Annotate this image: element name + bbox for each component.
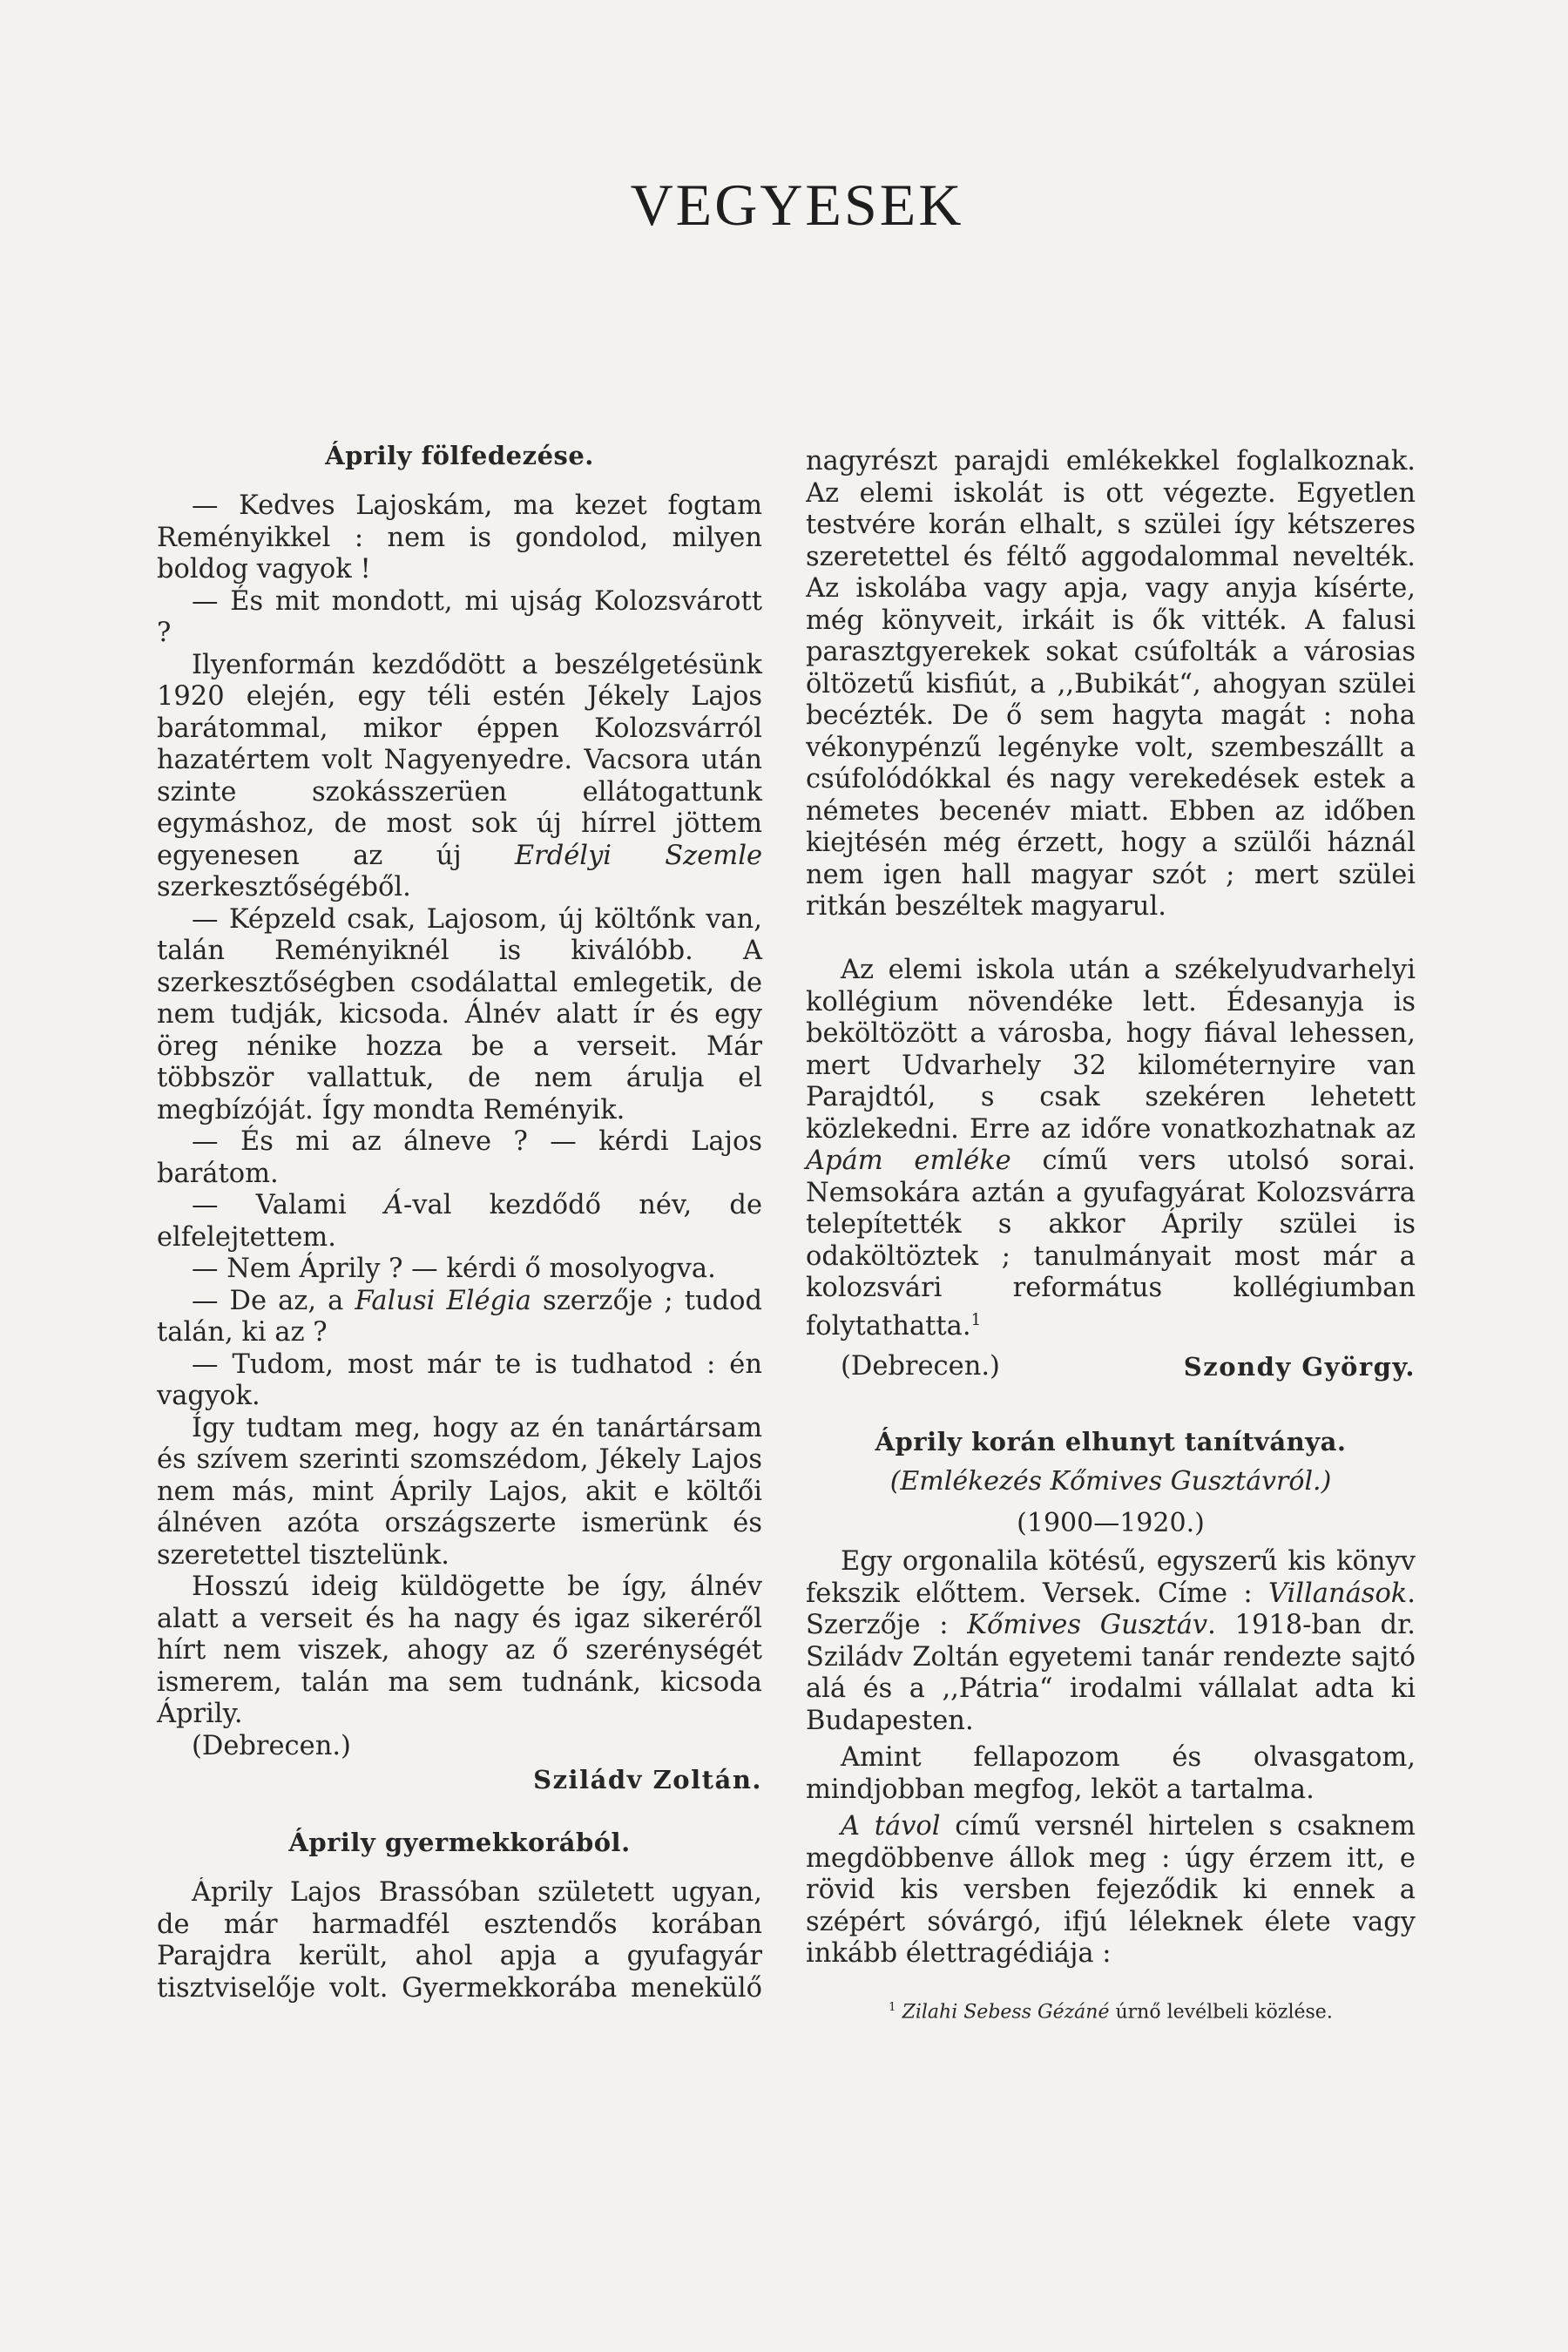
paragraph: Az elemi iskola után a székelyudvarhelyi kollégium növendéke lett. Édesanyja is beköltözött a városba, hogy fiával lehessen, mert Udvarhely 32 kilométernyire van Parajdtól, s csak szekéren lehetett közlekedni. Erre az időre vonatkozhatnak az Apám emléke című vers utolsó sorai. Nemsokára aztán a gyufagyárat Kolozsvárra telepítették s akkor Áprily szülei is odaköltöztek ; tanulmányait most már a kolozsvári református kollégiumban folytathatta.$^1$ xyxy=(806,955,1416,1342)
signature-line xyxy=(806,1349,1416,1384)
paragraph: — És mi az álneve ? — kérdi Lajos barátom. xyxy=(157,1126,762,1189)
section-title-fofedezese: Áprily fölfedezése. xyxy=(325,441,594,470)
paragraph: Amint fellapozom és olvasgatom, mindjobban megfog, leköt a tartalma. xyxy=(806,1742,1416,1805)
paragraph-continuation: nagyrészt parajdi emlékekkel foglalkoznak. Az elemi iskolát is ott végezte. Egyetlen testvére korán elhalt, s szülei így kétszeres szeretettel és féltő aggodalommal nevelték. Az iskolába vagy apja, vagy anyja kísérte, még könyveit, irkáit is ők vitték. A falusi parasztgyerekek sokat csúfolták a városias öltözetű kisfiút, a ,,Bubikát“, ahogyan szülei becézték. De ő sem hagyta magát : noha vékonypénzű legényke volt, szembeszállt a csúfolódókkal és nagy verekedések estek a németes becenév miatt. Ebben az időben kiejtésén még érzett, hogy a szülői háznál nem igen hall magyar szót ; mert szülei ritkán beszéltek magyarul. xyxy=(806,446,1416,922)
footnote: $^1$ Zilahi Sebess Gézáné úrnő levélbeli közlése. xyxy=(889,2000,1333,2023)
paragraph: — Valami Á-val kezdődő név, de elfelejtettem. xyxy=(157,1190,762,1253)
paragraph: — Nem Áprily ? — kérdi ő mosolyogva. xyxy=(192,1254,716,1284)
right-column xyxy=(806,446,1416,2025)
paragraph: — De az, a Falusi Elégia szerzője ; tudod talán, ki az ? xyxy=(157,1285,763,1348)
author-signature: Szondy György. xyxy=(1183,1352,1416,1382)
paragraph: Áprily Lajos Brassóban született ugyan, de már harmadfél esztendős korában Parajdra került, ahol apja a gyufagyár tisztviselője volt. Gyermekkorába menekülő xyxy=(157,1877,762,2003)
page-title: VEGYESEK xyxy=(630,171,964,238)
left-column xyxy=(157,440,762,2003)
place-note: (Debrecen.) xyxy=(841,1351,1000,1382)
footnote-reference: 1 xyxy=(970,1310,982,1329)
section-subtitle: (Emlékezés Kőmives Gusztávról.) xyxy=(889,1466,1332,1497)
paragraph: — Tudom, most már te is tudhatod : én vagyok. xyxy=(157,1348,762,1411)
footnote-mark: 1 xyxy=(889,2000,896,2014)
place-note: (Debrecen.) xyxy=(192,1730,351,1761)
paragraph: A távol című versnél hirtelen s csaknem megdöbbenve állok meg : úgy érzem itt, e rövid kis versben fejeződik ki ennek a szépért sóvárgó, ifjú léleknek élete vagy inkább élettragédiája : xyxy=(806,1811,1416,1970)
paragraph: — Kedves Lajoskám, ma kezet fogtam Reményikkel : nem is gondolod, milyen boldog vagyok ! xyxy=(157,490,762,585)
section-title-gyermekkorabol: Áprily gyermekkorából. xyxy=(288,1828,631,1857)
section-years: (1900—1920.) xyxy=(1017,1508,1205,1539)
section-title-tanitvanya: Áprily korán elhunyt tanítványa. xyxy=(875,1427,1347,1457)
paragraph: Ilyenformán kezdődött a beszélgetésünk 1920 elején, egy téli estén Jékely Lajos barátommal, mikor éppen Kolozsvárról hazatértem volt Nagyenyedre. Vacsora után szinte szokásszerüen ellátogattunk egymáshoz, de most sok új hírrel jöttem egyenesen az új Erdélyi Szemle szerkesztőségéből. xyxy=(157,649,762,902)
paragraph: Hosszú ideig küldögette be így, álnév alatt a verseit és ha nagy és igaz sikeréről hírt nem viszek, ahogy az ő szerénységét ismerem, talán ma sem tudnánk, kicsoda Áprily. xyxy=(157,1571,762,1729)
paragraph: — És mit mondott, mi ujság Kolozsvárott ? xyxy=(157,585,762,648)
author-signature: Sziládv Zoltán. xyxy=(533,1765,762,1794)
paragraph: Egy orgonalila kötésű, egyszerű kis könyv fekszik előttem. Versek. Címe : Villanások. Szerzője : Kőmives Gusztáv. 1918-ban dr. Sziládv Zoltán egyetemi tanár rendezte sajtó alá és a ,,Pátria“ irodalmi vállalat adta ki Budapesten. xyxy=(806,1546,1416,1736)
italic-title: Erdélyi Szemle xyxy=(514,840,762,871)
paragraph: — Képzeld csak, Lajosom, új költőnk van, talán Reményiknél is kiválóbb. A szerkesztőségben csodálattal emlegetik, de nem tudják, kicsoda. Álnév alatt ír és egy öreg nénike hozza be a verseit. Már többször vallattuk, de nem árulja el megbízóját. Így mondta Reményik. xyxy=(157,903,762,1125)
paragraph: Így tudtam meg, hogy az én tanártársam és szívem szerinti szomszédom, Jékely Lajos nem más, mint Áprily Lajos, akit e költői álnéven azóta országszerte ismerünk és szeretettel tisztelünk. xyxy=(157,1412,762,1571)
